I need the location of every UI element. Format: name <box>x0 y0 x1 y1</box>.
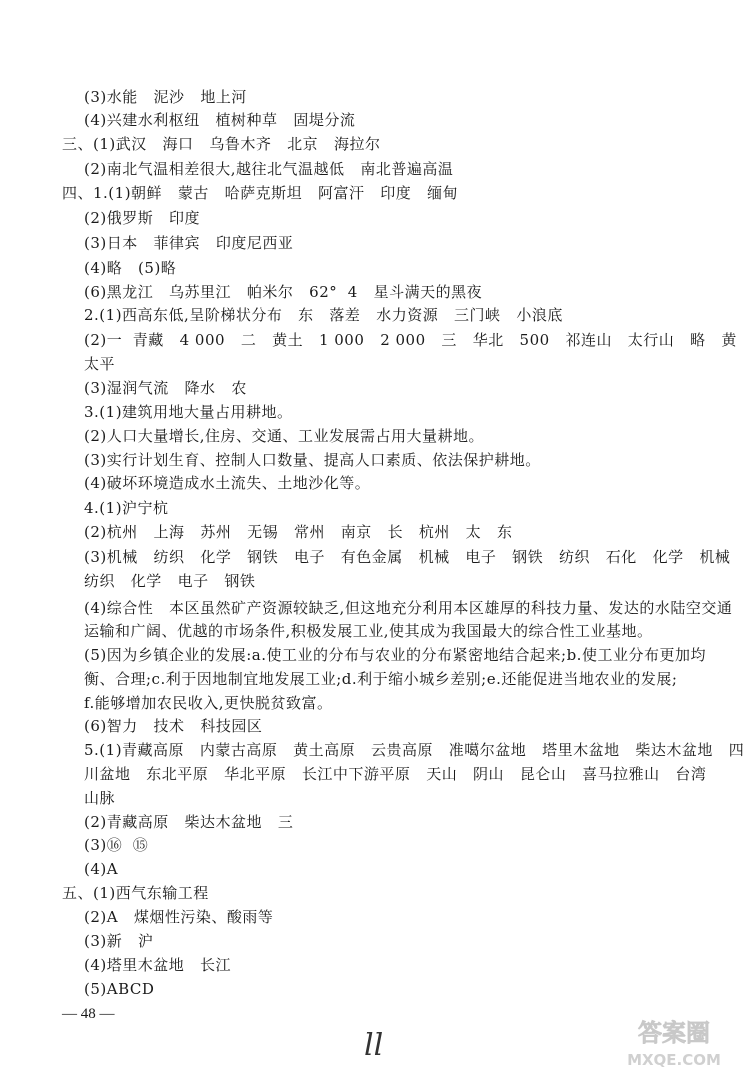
watermark-url: MXQE.COM <box>627 1051 721 1069</box>
answer-line: (3)日本 菲律宾 印度尼西亚 <box>84 234 294 252</box>
answer-line: (2)人口大量增长,住房、交通、工业发展需占用大量耕地。 <box>84 427 485 445</box>
answer-line: (4)A <box>84 860 119 878</box>
answer-line: (4)兴建水利枢纽 植树种草 固堤分流 <box>84 111 356 129</box>
answer-line: (3)水能 泥沙 地上河 <box>84 88 247 106</box>
answer-line: 3.(1)建筑用地大量占用耕地。 <box>84 403 293 421</box>
answer-line: 纺织 化学 电子 钢铁 <box>84 572 256 590</box>
handwritten-mark: ll <box>364 1028 384 1063</box>
answer-line: (2)A 煤烟性污染、酸雨等 <box>84 908 274 926</box>
answer-line: 衡、合理;c.利于因地制宜地发展工业;d.利于缩小城乡差别;e.还能促进当地农业的发展; <box>84 670 678 688</box>
answer-line: 山脉 <box>84 789 116 807</box>
answer-line: 运输和广阔、优越的市场条件,积极发展工业,使其成为我国最大的综合性工业基地。 <box>84 622 653 640</box>
answer-line: (5)ABCD <box>84 980 155 998</box>
answer-line: 三、(1)武汉 海口 乌鲁木齐 北京 海拉尔 <box>62 135 381 153</box>
answer-line: (2)一 青藏 4 000 二 黄土 1 000 2 000 三 华北 500 祁连山 太行山 略 黄 <box>84 331 737 349</box>
answer-line: (4)塔里木盆地 长江 <box>84 956 232 974</box>
answer-line: (2)青藏高原 柴达木盆地 三 <box>84 813 294 831</box>
page-number: — 48 — <box>62 1006 115 1022</box>
answer-line: (2)杭州 上海 苏州 无锡 常州 南京 长 杭州 太 东 <box>84 523 513 541</box>
answer-line: (5)因为乡镇企业的发展:a.使工业的分布与农业的分布紧密地结合起来;b.使工业分布更加均 <box>84 646 706 664</box>
answer-line: (3)实行计划生育、控制人口数量、提高人口素质、依法保护耕地。 <box>84 451 541 469</box>
answer-line: (2)南北气温相差很大,越往北气温越低 南北普遍高温 <box>84 160 454 178</box>
watermark-logo <box>614 1015 734 1071</box>
watermark-brand: 答案圈 <box>638 1019 710 1047</box>
answer-line: (3)⑯ ⑮ <box>84 836 149 854</box>
answer-line: (2)俄罗斯 印度 <box>84 209 201 227</box>
answer-line: f.能够增加农民收入,更快脱贫致富。 <box>84 694 333 712</box>
answer-line: 五、(1)西气东输工程 <box>62 884 209 902</box>
answer-line: (6)智力 技术 科技园区 <box>84 717 263 735</box>
answer-line: (3)机械 纺织 化学 钢铁 电子 有色金属 机械 电子 钢铁 纺织 石化 化学 机械 <box>84 548 731 566</box>
answer-line: 5.(1)青藏高原 内蒙古高原 黄土高原 云贵高原 准噶尔盆地 塔里木盆地 柴达木盆地 四 <box>84 741 745 759</box>
answer-line: 川盆地 东北平原 华北平原 长江中下游平原 天山 阴山 昆仑山 喜马拉雅山 台湾 <box>84 765 707 783</box>
answer-line: (4)综合性 本区虽然矿产资源较缺乏,但这地充分利用本区雄厚的科技力量、发达的水陆空交通 <box>84 599 733 617</box>
answer-line: (4)破坏环境造成水土流失、土地沙化等。 <box>84 474 371 492</box>
answer-line: (4)略 (5)略 <box>84 259 177 277</box>
answer-line: 4.(1)沪宁杭 <box>84 499 169 517</box>
answer-line: 2.(1)西高东低,呈阶梯状分布 东 落差 水力资源 三门峡 小浪底 <box>84 306 563 324</box>
answer-line: (3)新 沪 <box>84 932 154 950</box>
answer-line: (3)湿润气流 降水 农 <box>84 379 247 397</box>
answer-line: 太平 <box>84 355 116 373</box>
answer-line: 四、1.(1)朝鲜 蒙古 哈萨克斯坦 阿富汗 印度 缅甸 <box>62 184 459 202</box>
answer-line: (6)黑龙江 乌苏里江 帕米尔 62° 4 星斗满天的黑夜 <box>84 283 483 301</box>
